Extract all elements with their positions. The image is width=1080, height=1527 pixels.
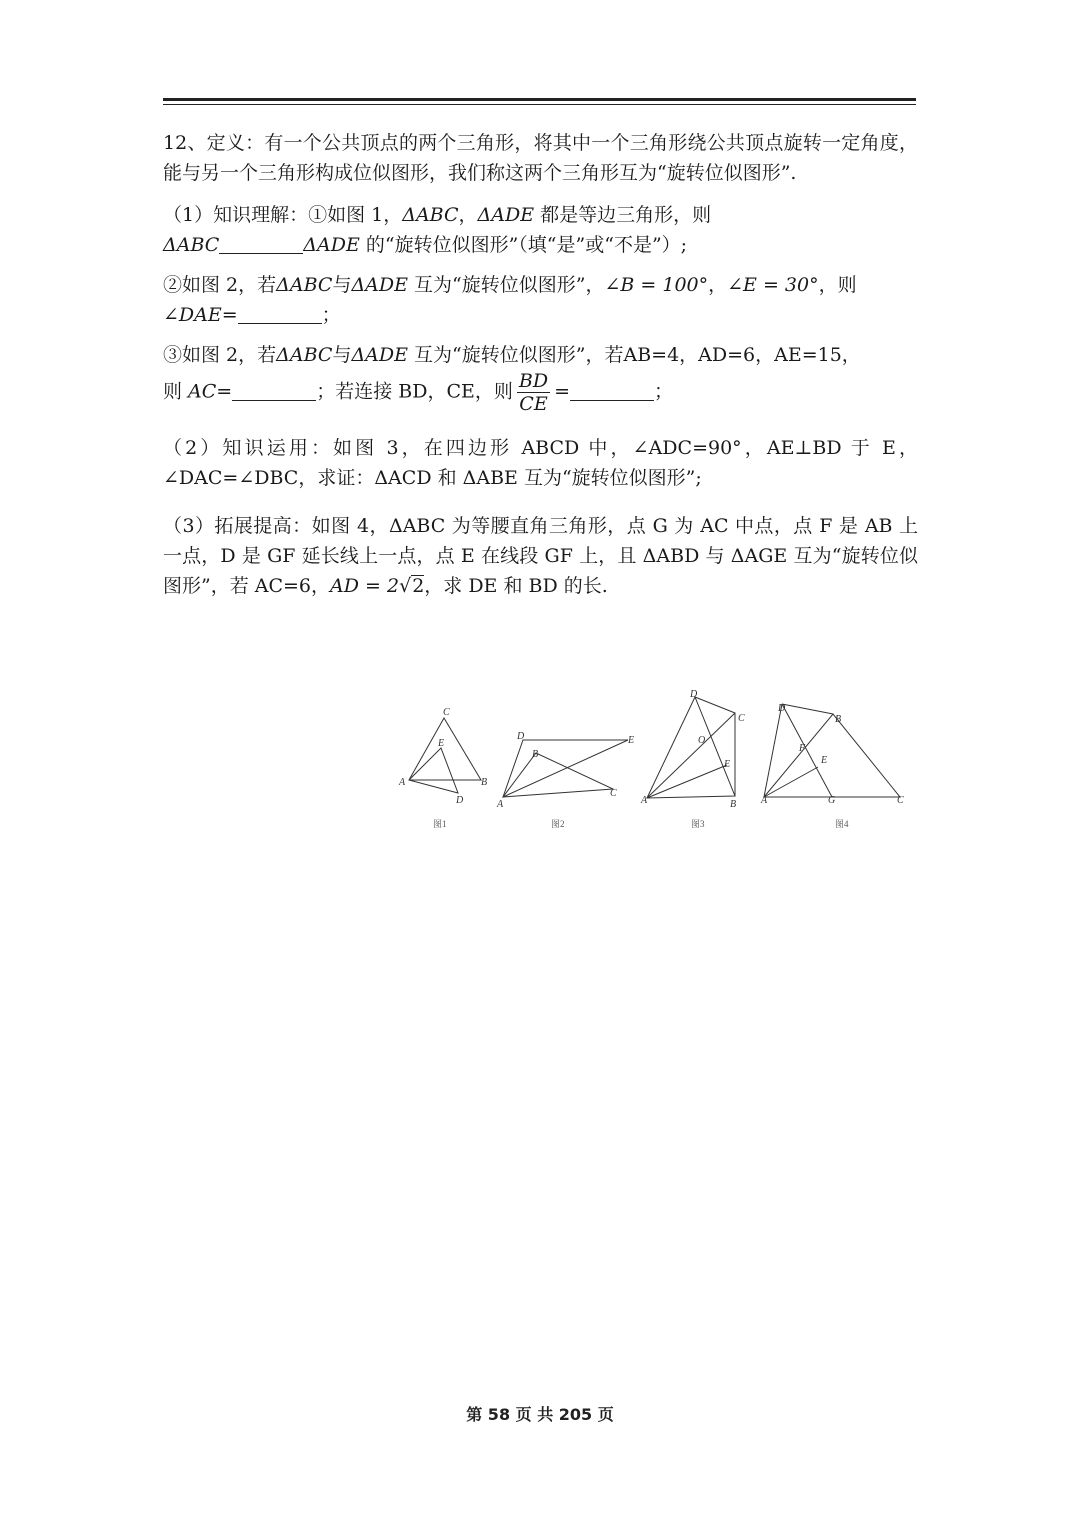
label-b1: B — [481, 777, 488, 788]
label-c2: C — [610, 788, 617, 799]
label-d4: D — [778, 703, 786, 714]
fraction-bd-ce: $\frac{BD}{CE}$ — [518, 370, 549, 415]
figure-4 — [764, 704, 900, 797]
header-rule-thick — [163, 98, 916, 101]
part1-item2: ②如图 2，若ΔABC与ΔADE 互为“旋转位似图形”，∠B = 100°，∠E = 30°，则 ∠DAE= ； — [163, 274, 857, 326]
caption-fig3: 图3 — [691, 819, 705, 829]
part1-item1: （1）知识理解：①如图 1，ΔABC，ΔADE 都是等边三角形，则 ΔABC ΔADE 的“旋转位似图形”（填“是”或“不是”）; — [163, 204, 712, 256]
caption-fig4: 图4 — [835, 819, 849, 829]
answer-blank-2[interactable] — [238, 303, 322, 324]
label-d3: D — [690, 689, 698, 700]
label-b4: B — [835, 714, 842, 725]
label-f4: F — [799, 743, 806, 754]
label-d2: D — [517, 731, 525, 742]
label-o3: O — [698, 735, 706, 746]
page-footer: 第 58 页 共 205 页 — [466, 1405, 614, 1424]
label-c4: C — [897, 795, 904, 806]
sqrt-radicand: 2 — [412, 575, 425, 597]
geometry-figures — [395, 685, 920, 835]
part2: （2）知识运用：如图 3，在四边形 ABCD 中，∠ADC=90°，AE⊥BD 于 E，∠DAC=∠DBC，求证：ΔACD 和 ΔABE 互为“旋转位似图形”; — [163, 437, 918, 489]
figure-1 — [409, 718, 481, 793]
caption-fig2: 图2 — [551, 819, 565, 829]
label-d1: D — [456, 795, 464, 806]
part1-item3: ③如图 2，若ΔABC与ΔADE 互为“旋转位似图形”，若AB=4，AD=6，AE=15， 则 AC= ；若连接 BD，CE，则 $\frac{BD}{CE}$ = ； — [163, 344, 861, 415]
label-b3: B — [730, 799, 737, 810]
figures-row — [395, 685, 920, 835]
label-a3: A — [641, 795, 648, 806]
label-a2: A — [497, 799, 504, 810]
part3: （3）拓展提高：如图 4，ΔABC 为等腰直角三角形，点 G 为 AC 中点，点 F 是 AB 上一点，D 是 GF 延长线上一点，点 E 在线段 GF 上，且 ΔABD 与 ΔAGE 互为“旋转位似图形”，若 AC=6，AD = 2√2，求 DE 和 BD 的长. — [163, 515, 918, 597]
label-e4: E — [821, 755, 828, 766]
figure-3 — [647, 697, 735, 798]
label-a4: A — [761, 795, 768, 806]
question-intro: 12、定义：有一个公共顶点的两个三角形，将其中一个三角形绕公共顶点旋转一定角度，能与另一个三角形构成位似图形，我们称这两个三角形互为“旋转位似图形”. — [163, 132, 918, 184]
label-c1: C — [443, 707, 450, 718]
answer-blank-1[interactable] — [219, 233, 303, 254]
answer-blank-4[interactable] — [570, 380, 654, 401]
label-a1: A — [399, 777, 406, 788]
question-body — [163, 128, 918, 601]
label-e1: E — [438, 738, 445, 749]
label-c3: C — [738, 713, 745, 724]
figure-labels — [398, 689, 904, 829]
label-g4: G — [828, 795, 836, 806]
header-rule-thin — [163, 104, 916, 105]
label-b2: B — [532, 749, 539, 760]
answer-blank-3[interactable] — [232, 380, 316, 401]
label-e3: E — [724, 759, 731, 770]
caption-fig1: 图1 — [433, 819, 447, 829]
label-e2: E — [628, 735, 635, 746]
